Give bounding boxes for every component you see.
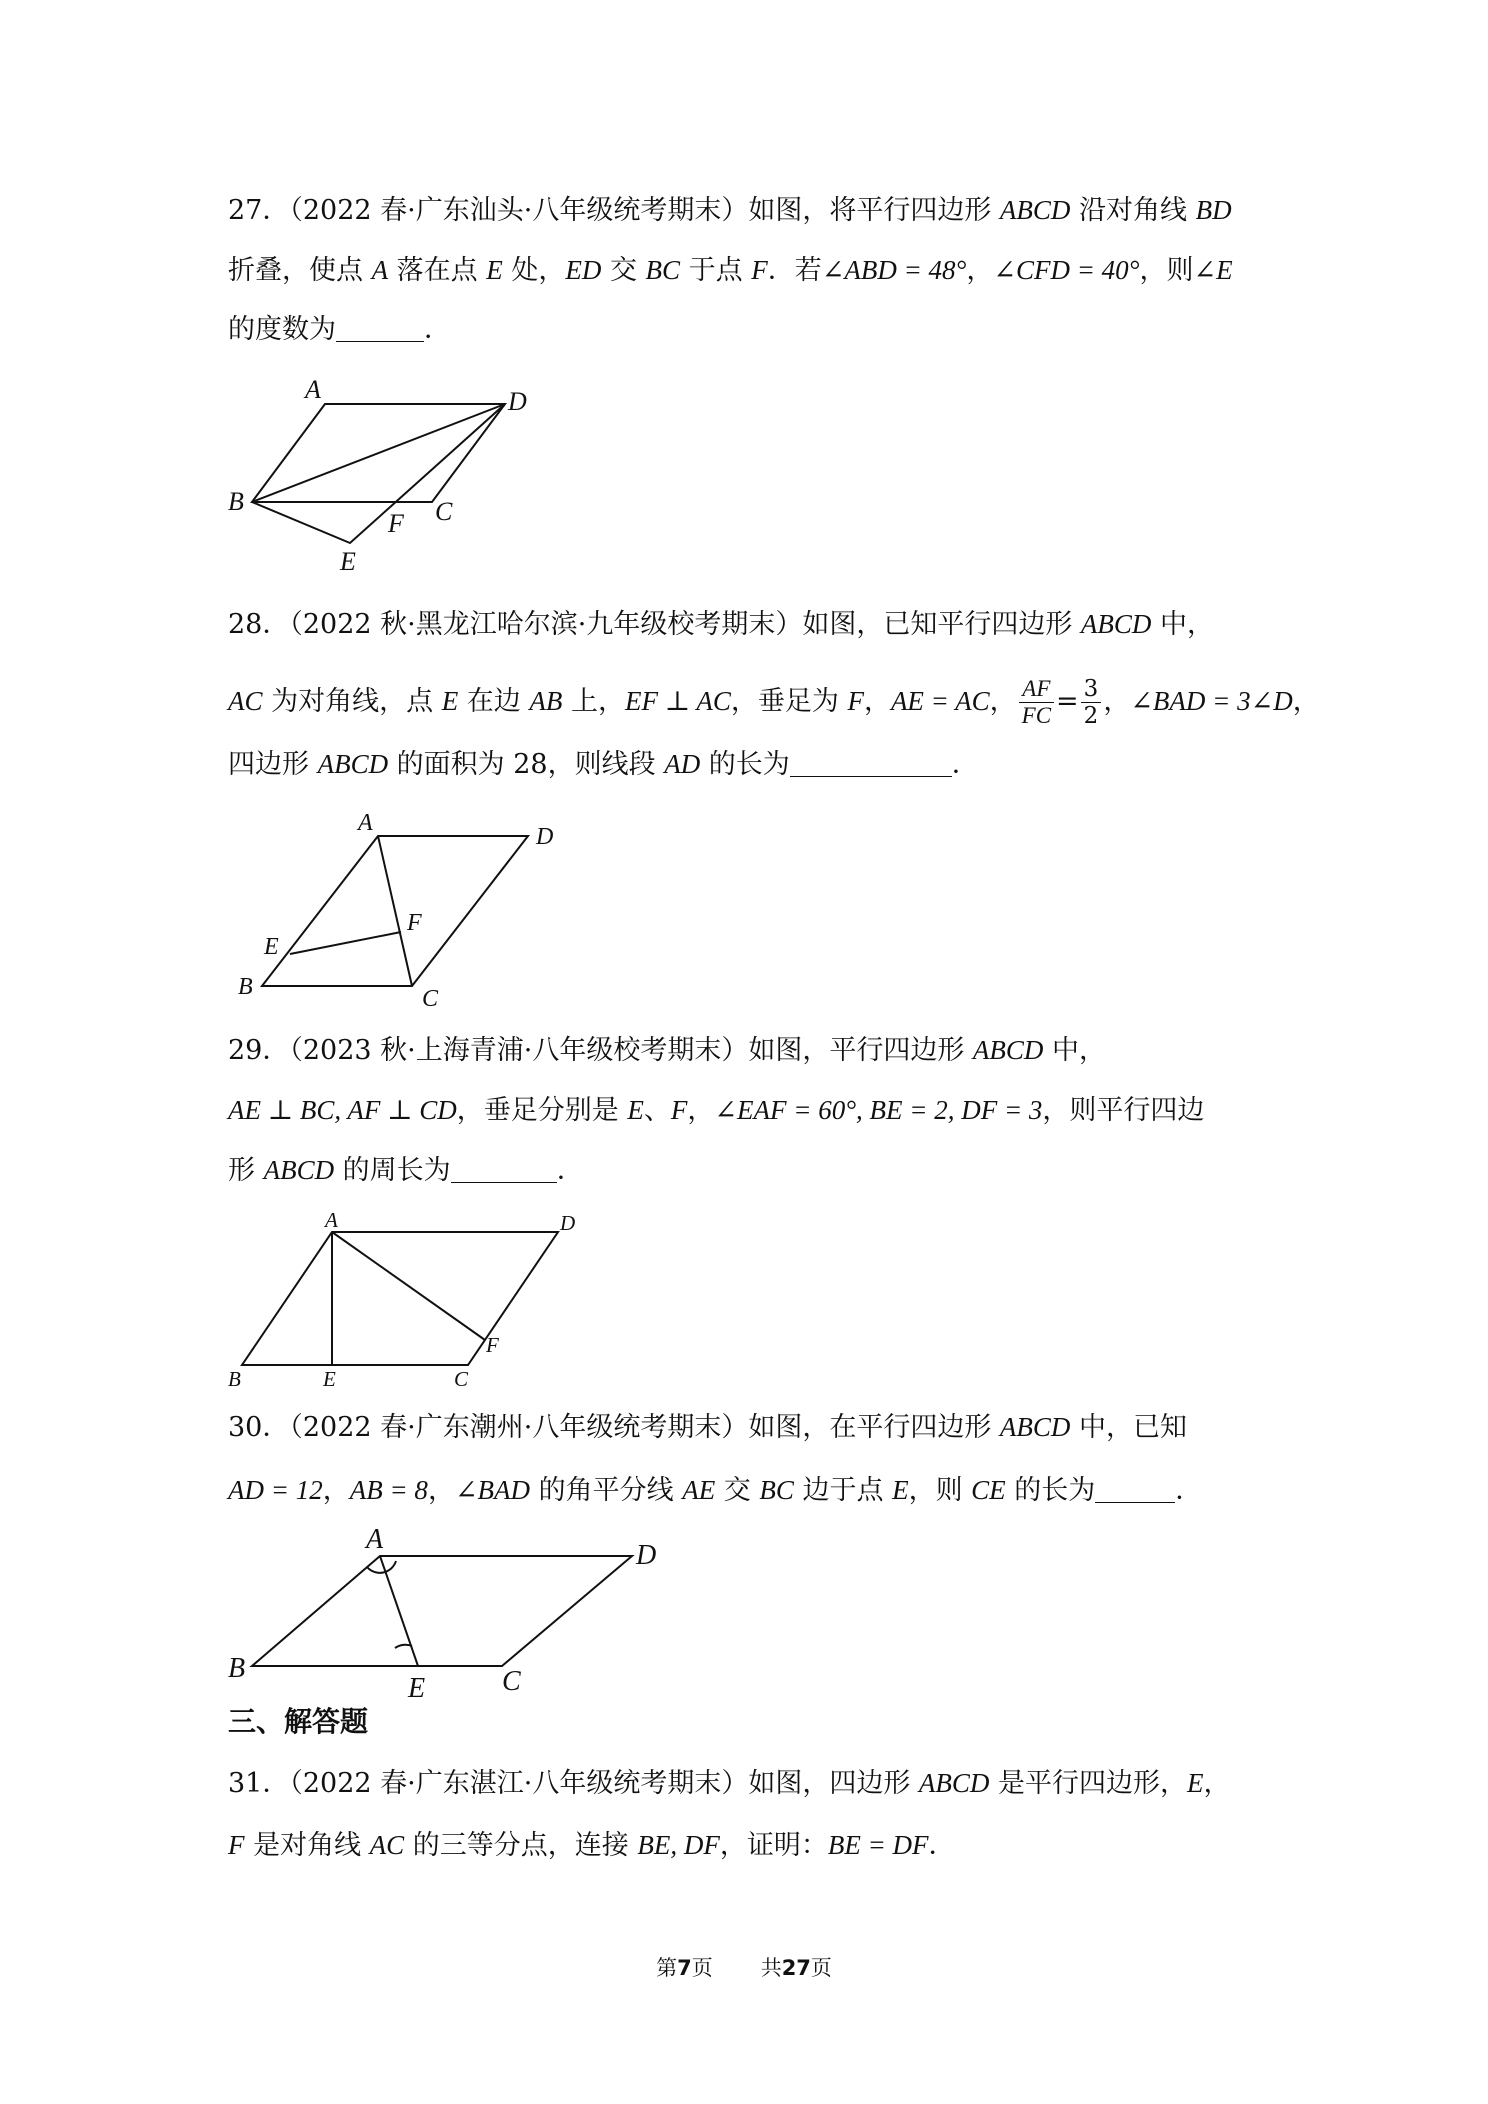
q27-label-a: A — [305, 375, 321, 404]
q28-label-d: D — [536, 824, 554, 850]
section-heading: 三、解答题 — [228, 1705, 369, 1738]
q27-label-d: D — [508, 387, 527, 416]
q30-label-e: E — [408, 1673, 426, 1704]
q29-line-2: AE ⊥ BC, AF ⊥ CD，垂足分别是 E、F，∠EAF = 60°, BE = 2, DF = 3，则平行四边 — [228, 1095, 1205, 1126]
q30-label-c: C — [502, 1666, 521, 1697]
q28-label-c: C — [422, 986, 439, 1012]
q27-line-3: 的度数为 ． — [228, 310, 451, 350]
q28-fraction-af-fc: $\frac{AF}{FC}$ — [1019, 676, 1054, 729]
q31-line-2: F 是对角线 AC 的三等分点，连接 BE, DF，证明：BE = DF． — [228, 1830, 956, 1861]
q29-line-1: 29．（2023 秋·上海青浦·八年级校考期末）如图，平行四边形 ABCD 中， — [228, 1035, 1106, 1066]
q29-label-c: C — [454, 1367, 469, 1391]
q30-line-2: AD = 12，AB = 8，∠BAD 的角平分线 AE 交 BC 边于点 E，则 CE 的长为 ． — [228, 1470, 1202, 1511]
q28-label-a: A — [358, 810, 373, 836]
q27-label-b: B — [228, 487, 244, 516]
q27-line-1: 27．（2022 春·广东汕头·八年级统考期末）如图，将平行四边形 ABCD 沿对角线 BD — [228, 195, 1232, 226]
q30-parallelogram — [252, 1556, 632, 1666]
q28-line-2: AC 为对角线，点 E 在边 AB 上，EF ⊥ AC，垂足为 F，AE = AC， $\frac{AF}{FC}$ = $\frac{3}{2}$ ，∠BAD = 3∠D， — [228, 676, 1320, 729]
q28-line-1: 28．（2022 秋·黑龙江哈尔滨·九年级校考期末）如图，已知平行四边形 ABCD 中， — [228, 609, 1214, 640]
q28-label-e: E — [264, 934, 279, 960]
q27-label-e: E — [340, 547, 356, 576]
q28-line-3: 四边形 ABCD 的面积为 28，则线段 AD 的长为 ． — [228, 744, 979, 785]
q27-label-c: C — [435, 497, 453, 526]
q31-line-1: 31．（2022 春·广东湛江·八年级统考期末）如图，四边形 ABCD 是平行四边形，E， — [228, 1768, 1231, 1799]
q30-angle-arc-e — [395, 1645, 412, 1648]
q29-label-b: B — [228, 1367, 241, 1391]
q30-label-b: B — [228, 1653, 246, 1684]
q30-label-a: A — [366, 1524, 384, 1555]
q29-label-f: F — [486, 1333, 499, 1357]
q29-label-e: E — [323, 1367, 336, 1391]
q30-label-d: D — [636, 1540, 657, 1571]
q29-label-a: A — [325, 1208, 338, 1232]
q28-label-b: B — [238, 974, 253, 1000]
q29-line-3: 形 ABCD 的周长为 ． — [228, 1150, 584, 1191]
q30-line-1: 30．（2022 春·广东潮州·八年级统考期末）如图，在平行四边形 ABCD 中，已知 — [228, 1412, 1187, 1443]
q29-label-d: D — [560, 1211, 576, 1235]
page-footer: 第7页 共27页 — [656, 1956, 832, 1980]
q28-label-f: F — [407, 910, 422, 936]
q28-fraction-3-2: $\frac{3}{2}$ — [1081, 676, 1102, 729]
q27-label-f: F — [388, 509, 404, 538]
q27-line-2: 折叠，使点 A 落在点 E 处，ED 交 BC 于点 F．若∠ABD = 48°，∠CFD = 40°，则∠E — [228, 255, 1233, 286]
